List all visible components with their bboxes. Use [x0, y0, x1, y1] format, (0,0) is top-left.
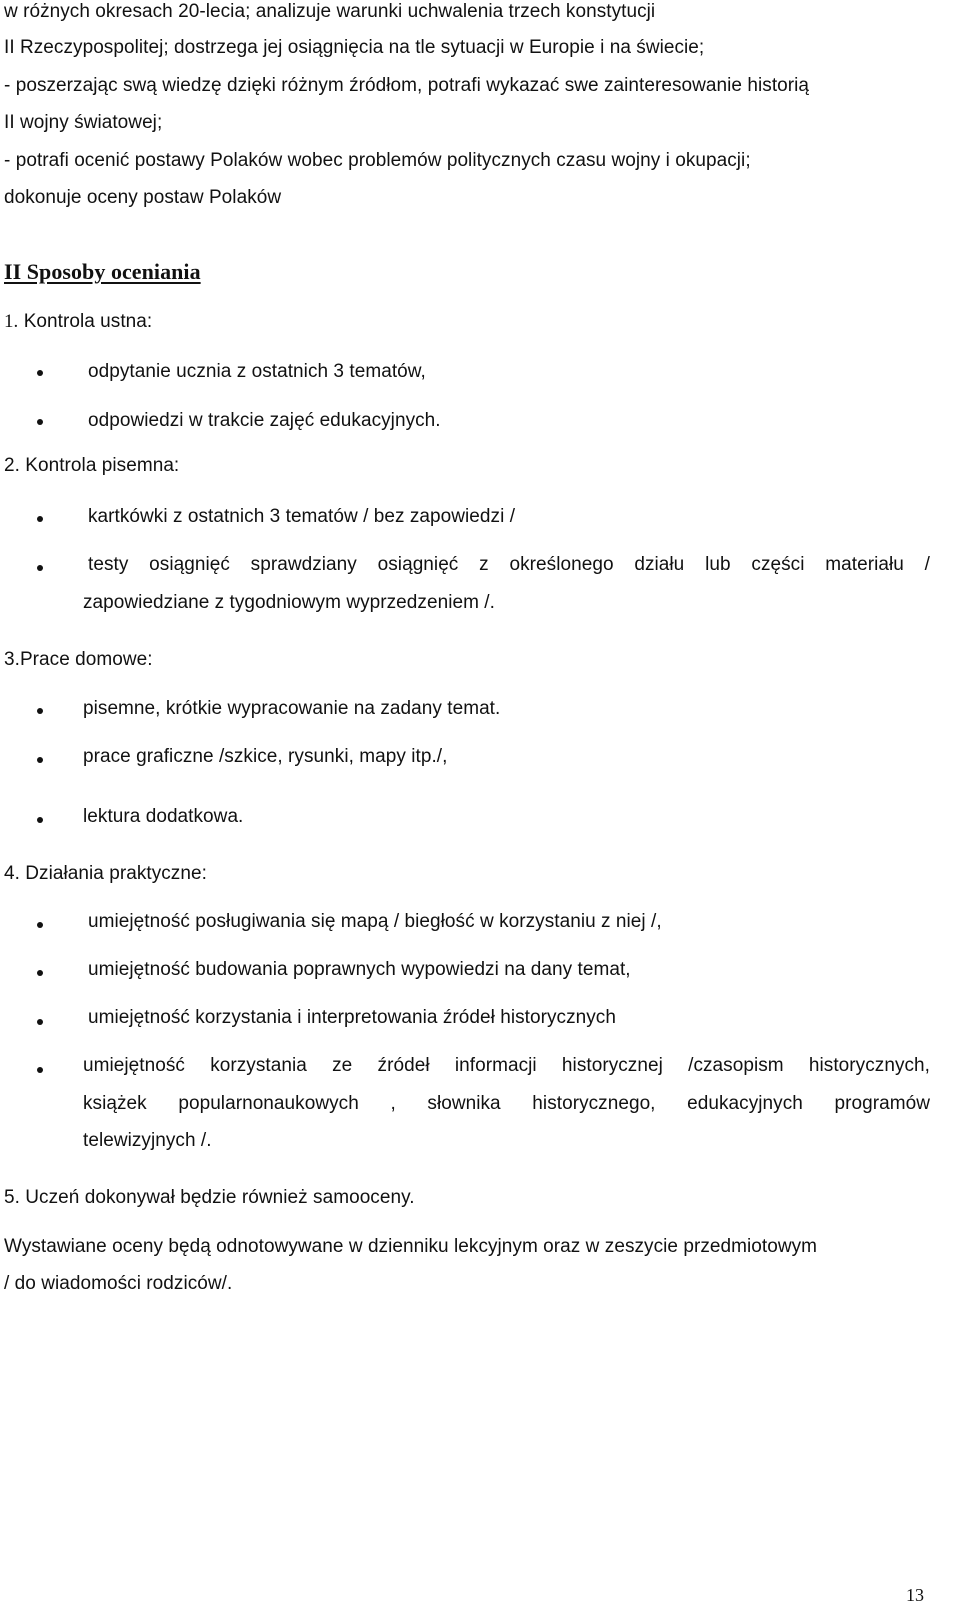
page-number: 13 — [906, 1585, 924, 1605]
section-title: II Sposoby oceniania — [4, 259, 201, 284]
bullet-icon — [37, 565, 43, 571]
s3-item-2: prace graficzne /szkice, rysunki, mapy itp./, — [83, 746, 448, 767]
bullet-icon — [37, 817, 43, 823]
closing-line-1: Wystawiane oceny będą odnotowywane w dzienniku lekcyjnym oraz w zeszycie przedmiotowym — [4, 1236, 818, 1257]
s5-line: 5. Uczeń dokonywał będzie również samooceny. — [4, 1187, 415, 1208]
s1-item-1: odpytanie ucznia z ostatnich 3 tematów, — [88, 361, 426, 382]
bullet-icon — [37, 1019, 43, 1025]
bullet-icon — [37, 370, 43, 376]
s4-item-4-line-2: książek popularnonaukowych , słownika historycznego, edukacyjnych programów — [83, 1093, 930, 1114]
s4-item-3: umiejętność korzystania i interpretowania źródeł historycznych — [88, 1007, 616, 1028]
intro-line-6: dokonuje oceny postaw Polaków — [4, 187, 282, 208]
s1-number: 1. — [4, 311, 19, 332]
s4-item-1: umiejętność posługiwania się mapą / biegłość w korzystaniu z niej /, — [88, 911, 662, 932]
s2-item-2-line-2: zapowiedziane z tygodniowym wyprzedzeniem /. — [83, 592, 495, 613]
bullet-icon — [37, 922, 43, 928]
bullet-icon — [37, 757, 43, 763]
s3-item-1: pisemne, krótkie wypracowanie na zadany temat. — [83, 698, 501, 719]
bullet-icon — [37, 970, 43, 976]
intro-line-5: - potrafi ocenić postawy Polaków wobec problemów politycznych czasu wojny i okupacji; — [4, 150, 751, 171]
s2-title: 2. Kontrola pisemna: — [4, 455, 180, 476]
s4-title: 4. Działania praktyczne: — [4, 863, 207, 884]
bullet-icon — [37, 419, 43, 425]
bullet-icon — [37, 708, 43, 714]
bullet-icon — [37, 1067, 43, 1073]
bullet-icon — [37, 516, 43, 522]
s1-title: Kontrola ustna: — [18, 311, 153, 332]
intro-line-1: w różnych okresach 20-lecia; analizuje warunki uchwalenia trzech konstytucji — [4, 1, 656, 22]
s1-item-2: odpowiedzi w trakcie zajęć edukacyjnych. — [88, 410, 441, 431]
intro-line-2: II Rzeczypospolitej; dostrzega jej osiągnięcia na tle sytuacji w Europie i na świecie; — [4, 37, 705, 58]
s4-item-4-line-1: umiejętność korzystania ze źródeł informacji historycznej /czasopism historycznych, — [83, 1055, 930, 1076]
s4-item-2: umiejętność budowania poprawnych wypowiedzi na dany temat, — [88, 959, 631, 980]
s3-title: 3.Prace domowe: — [4, 649, 153, 670]
s4-item-4-line-3: telewizyjnych /. — [83, 1130, 212, 1151]
intro-line-4: II wojny światowej; — [4, 112, 163, 133]
s3-item-3: lektura dodatkowa. — [83, 806, 244, 827]
closing-line-2: / do wiadomości rodziców/. — [4, 1273, 233, 1294]
s2-item-1: kartkówki z ostatnich 3 tematów / bez zapowiedzi / — [88, 506, 516, 527]
s2-item-2-line-1: testy osiągnięć sprawdziany osiągnięć z określonego działu lub części materiału / — [88, 554, 930, 575]
intro-line-3: - poszerzając swą wiedzę dzięki różnym źródłom, potrafi wykazać swe zainteresowanie historią — [4, 75, 810, 96]
s1-heading — [4, 310, 152, 334]
